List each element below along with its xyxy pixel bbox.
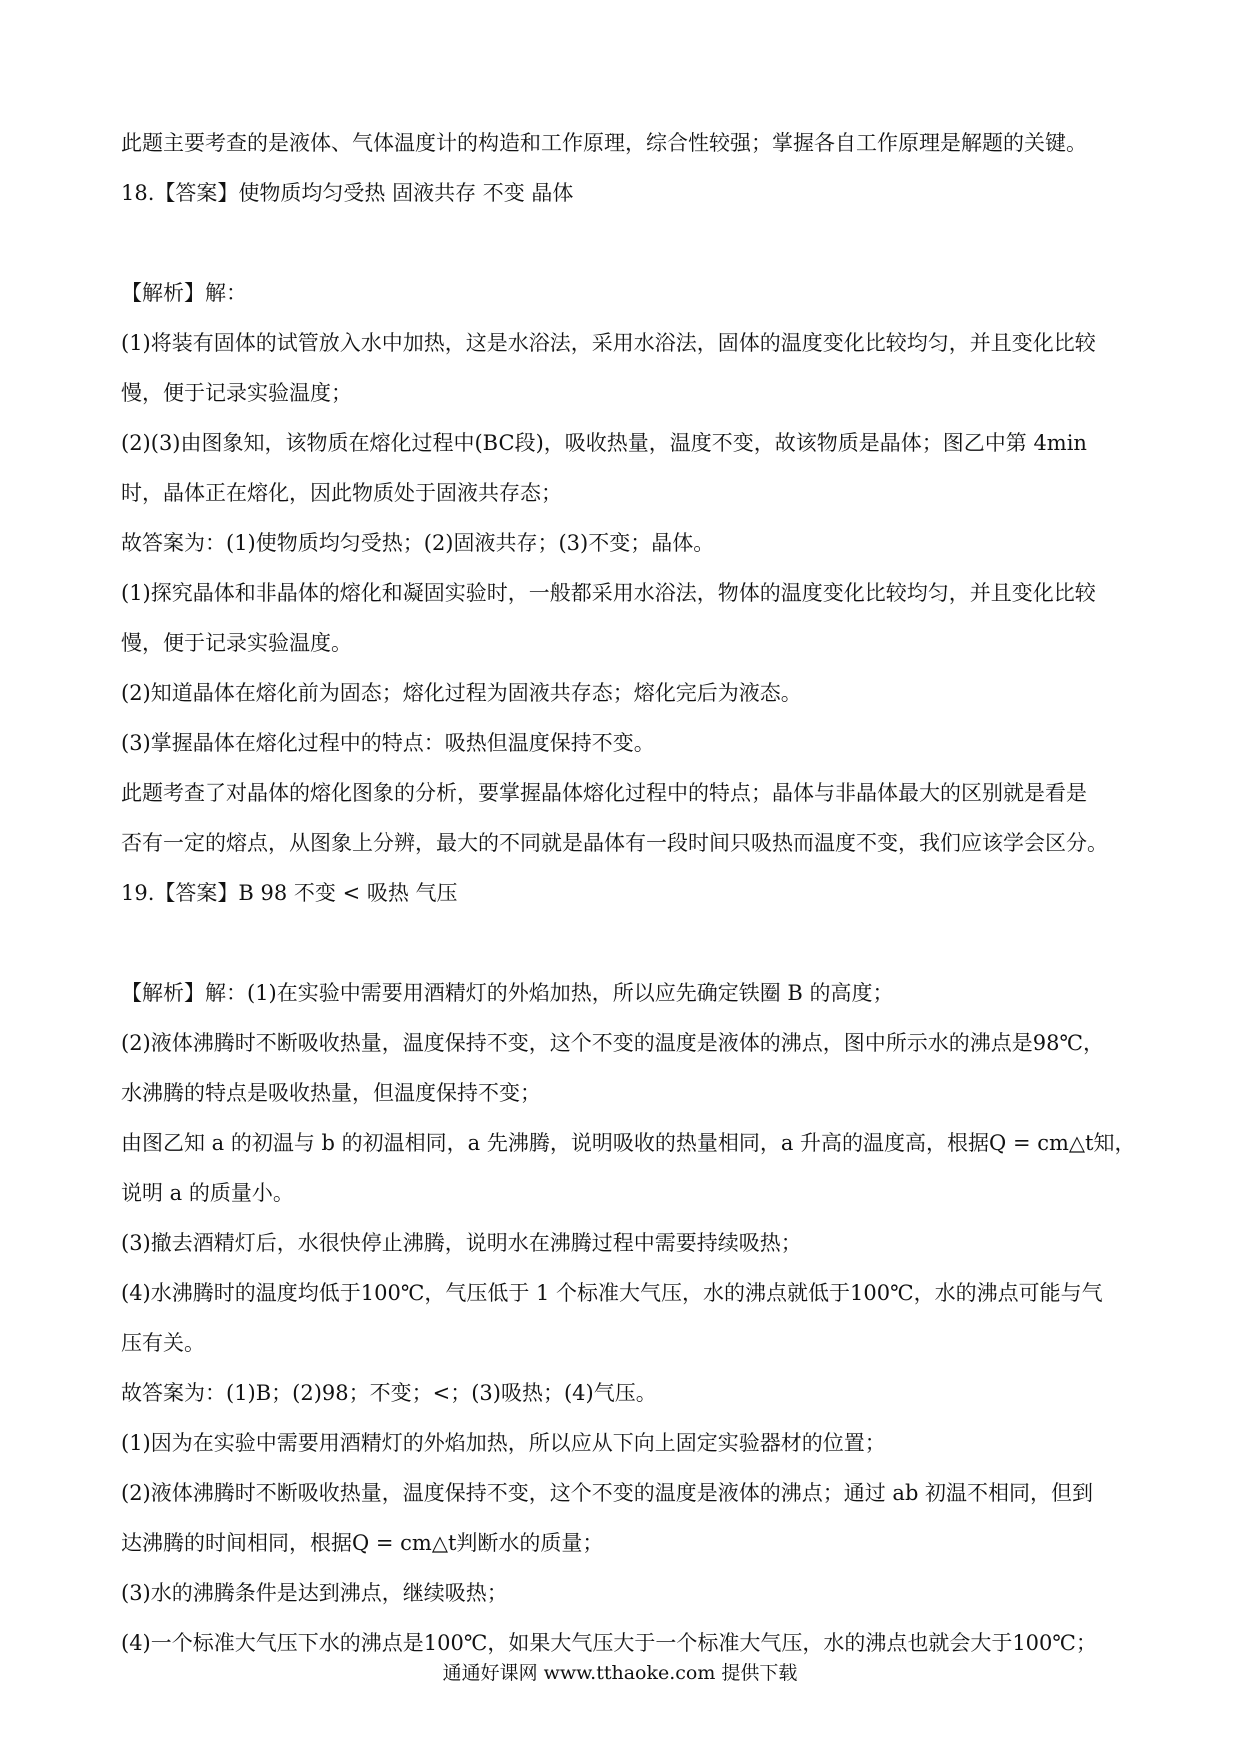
- text-line: 此题考查了对晶体的熔化图象的分析，要掌握晶体熔化过程中的特点；晶体与非晶体最大的区别就是看是: [121, 781, 1087, 805]
- text-line: (2)液体沸腾时不断吸收热量，温度保持不变，这个不变的温度是液体的沸点；通过 ab 初温不相同，但到: [121, 1481, 1094, 1505]
- text-line: (3)掌握晶体在熔化过程中的特点：吸热但温度保持不变。: [121, 731, 655, 755]
- text-line: (2)液体沸腾时不断吸收热量，温度保持不变，这个不变的温度是液体的沸点，图中所示水的沸点是98℃，: [121, 1031, 1104, 1055]
- text-line: 此题主要考查的是液体、气体温度计的构造和工作原理，综合性较强；掌握各自工作原理是解题的关键。: [121, 131, 1087, 155]
- page-footer: 通通好课网 www.tthaoke.com 提供下载: [442, 1662, 798, 1684]
- text-line: (4)水沸腾时的温度均低于100℃，气压低于 1 个标准大气压，水的沸点就低于100℃，水的沸点可能与气: [121, 1281, 1103, 1305]
- text-line: 说明 a 的质量小。: [121, 1181, 294, 1205]
- analysis-18-heading: 【解析】解：: [121, 281, 247, 305]
- text-line: 达沸腾的时间相同，根据Q = cm△t判断水的质量；: [121, 1531, 604, 1555]
- text-line: 由图乙知 a 的初温与 b 的初温相同，a 先沸腾，说明吸收的热量相同，a 升高的温度高，根据Q = cm△t知，: [121, 1131, 1136, 1155]
- text-line: (4)一个标准大气压下水的沸点是100℃，如果大气压大于一个标准大气压，水的沸点也就会大于100℃；: [121, 1631, 1097, 1655]
- text-line: (1)将装有固体的试管放入水中加热，这是水浴法，采用水浴法，固体的温度变化比较均匀，并且变化比较: [121, 331, 1096, 355]
- text-line: 故答案为：(1)B；(2)98；不变；<；(3)吸热；(4)气压。: [121, 1381, 657, 1405]
- blank-line: [121, 918, 1131, 968]
- text-line: (3)水的沸腾条件是达到沸点，继续吸热；: [121, 1581, 508, 1605]
- text-line: 慢，便于记录实验温度；: [121, 381, 352, 405]
- text-line: 压有关。: [121, 1331, 205, 1355]
- text-line: (1)探究晶体和非晶体的熔化和凝固实验时，一般都采用水浴法，物体的温度变化比较均匀，并且变化比较: [121, 581, 1096, 605]
- text-line: 水沸腾的特点是吸收热量，但温度保持不变；: [121, 1081, 541, 1105]
- analysis-19-heading: 【解析】解：(1)在实验中需要用酒精灯的外焰加热，所以应先确定铁圈 B 的高度；: [121, 981, 894, 1005]
- text-line: (1)因为在实验中需要用酒精灯的外焰加热，所以应从下向上固定实验器材的位置；: [121, 1431, 886, 1455]
- text-line: (3)撤去酒精灯后，水很快停止沸腾，说明水在沸腾过程中需要持续吸热；: [121, 1231, 802, 1255]
- text-line: 否有一定的熔点，从图象上分辨，最大的不同就是晶体有一段时间只吸热而温度不变，我们应该学会区分。: [121, 831, 1108, 855]
- text-line: 慢，便于记录实验温度。: [121, 631, 352, 655]
- answer-19: 19.【答案】B 98 不变 < 吸热 气压: [121, 881, 458, 905]
- blank-line: [121, 218, 1131, 268]
- text-line: 故答案为：(1)使物质均匀受热；(2)固液共存；(3)不变；晶体。: [121, 531, 715, 555]
- answer-18: 18.【答案】使物质均匀受热 固液共存 不变 晶体: [121, 181, 574, 205]
- text-line: (2)(3)由图象知，该物质在熔化过程中(BC段)，吸收热量，温度不变，故该物质是晶体；图乙中第 4min: [121, 431, 1087, 455]
- document-body: [121, 118, 1136, 1668]
- text-line: 时，晶体正在熔化，因此物质处于固液共存态；: [121, 481, 562, 505]
- text-line: (2)知道晶体在熔化前为固态；熔化过程为固液共存态；熔化完后为液态。: [121, 681, 802, 705]
